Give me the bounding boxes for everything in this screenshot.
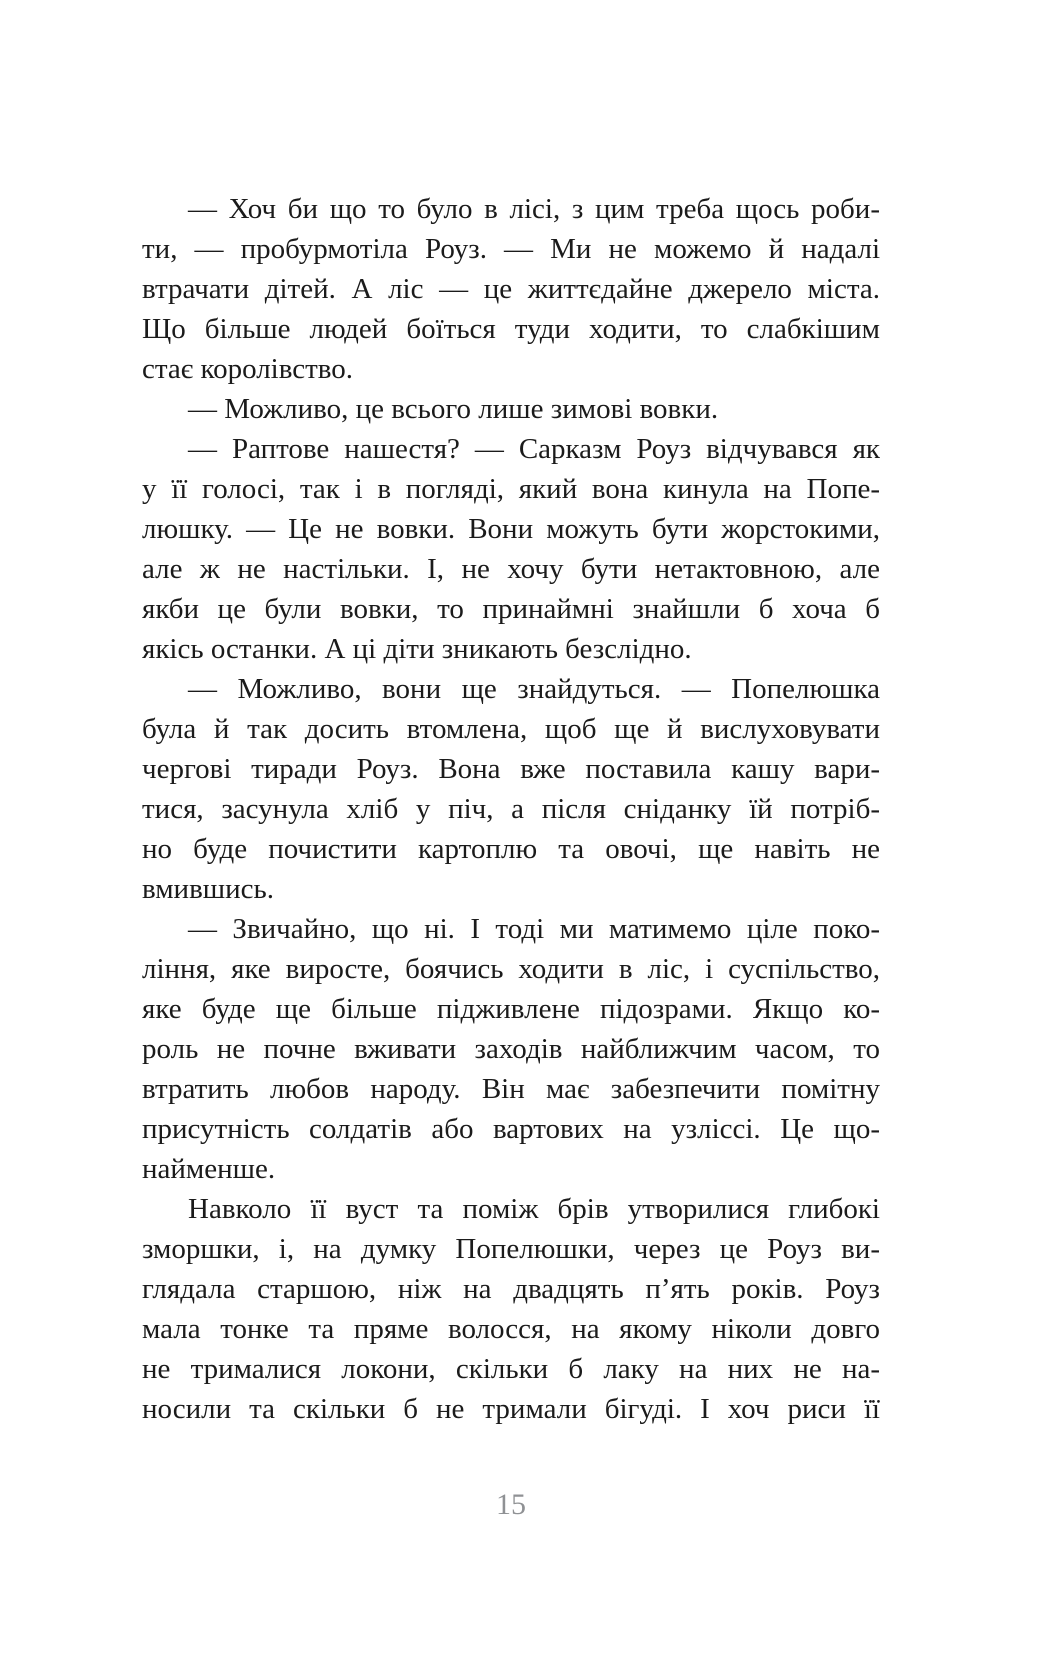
page-number: 15 (496, 1488, 526, 1521)
text-line: зморшки, і, на думку Попелюшки, через це Роуз ви- (142, 1233, 880, 1265)
text-line: — Хоч би що то було в лісі, з цим треба щось роби- (188, 193, 880, 225)
text-line: присутність солдатів або вартових на узліссі. Це що- (142, 1113, 880, 1145)
text-line: втрачати дітей. А ліс — це життєдайне джерело міста. (142, 273, 880, 305)
text-line: яке буде ще більше підживлене підозрами. Якщо ко- (142, 993, 880, 1025)
text-line: у її голосі, так і в погляді, який вона кинула на Попе- (142, 473, 880, 505)
text-line: но буде почистити картоплю та овочі, ще навіть не (142, 833, 880, 865)
text-line: роль не почне вживати заходів найближчим часом, то (142, 1033, 880, 1065)
text-line: вмившись. (142, 873, 274, 905)
page-text (142, 189, 880, 1429)
text-line: якісь останки. А ці діти зникають безслідно. (142, 633, 692, 665)
text-line: якби це були вовки, то принаймні знайшли б хоча б (142, 593, 880, 625)
text-line: Навколо її вуст та поміж брів утворилися глибокі (188, 1193, 880, 1225)
text-line: втратить любов народу. Він має забезпечити помітну (142, 1073, 880, 1105)
text-line: ління, яке виросте, боячись ходити в ліс, і суспільство, (142, 953, 880, 985)
text-line: чергові тиради Роуз. Вона вже поставила кашу вари- (142, 753, 880, 785)
text-line: — Раптове нашестя? — Сарказм Роуз відчувався як (188, 433, 880, 465)
text-line: найменше. (142, 1153, 276, 1185)
text-line: Що більше людей боїться туди ходити, то слабкішим (142, 313, 880, 345)
text-line: носили та скільки б не тримали бігуді. І хоч риси її (142, 1393, 880, 1425)
text-line: але ж не настільки. І, не хочу бути нетактовною, але (142, 553, 880, 585)
text-line: стає королівство. (142, 353, 354, 385)
text-line: — Можливо, вони ще знайдуться. — Попелюшка (188, 673, 880, 705)
text-line: люшку. — Це не вовки. Вони можуть бути жорстокими, (142, 513, 880, 545)
text-line: — Можливо, це всього лише зимові вовки. (188, 393, 719, 425)
text-line: глядала старшою, ніж на двадцять п’ять років. Роуз (142, 1273, 880, 1305)
text-line: — Звичайно, що ні. І тоді ми матимемо ціле поко- (188, 913, 880, 945)
text-line: тися, засунула хліб у піч, а після сніданку їй потріб- (142, 793, 880, 825)
text-line: не трималися локони, скільки б лаку на них не на- (142, 1353, 880, 1385)
text-line: була й так досить втомлена, щоб ще й вислуховувати (142, 713, 880, 745)
text-line: мала тонке та пряме волосся, на якому ніколи довго (142, 1313, 880, 1345)
text-line: ти, — пробурмотіла Роуз. — Ми не можемо й надалі (142, 233, 880, 265)
